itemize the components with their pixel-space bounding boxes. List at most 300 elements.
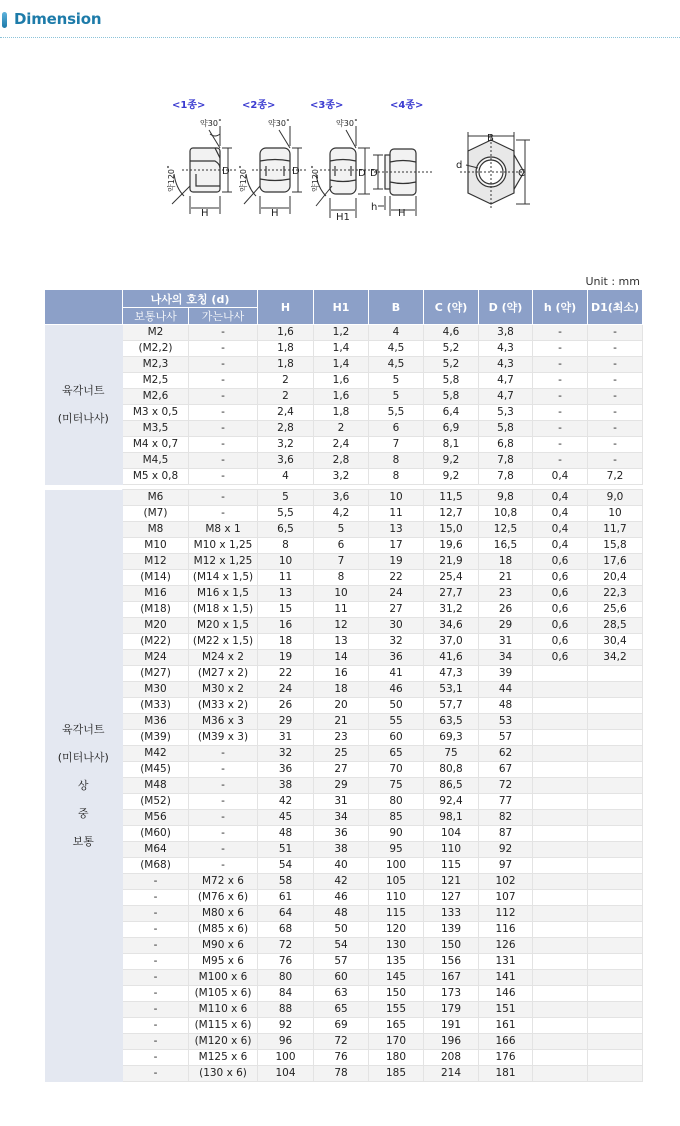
cell-fine-thread: (M33 x 2) <box>189 698 258 714</box>
cell-coarse-thread: - <box>123 890 189 906</box>
cell-H1: 3,2 <box>314 469 369 485</box>
cell-coarse-thread: M36 <box>123 714 189 730</box>
cell-H1: 20 <box>314 698 369 714</box>
cell-D: 44 <box>479 682 533 698</box>
cell-H: 36 <box>258 762 314 778</box>
cell-h: 0,6 <box>533 554 588 570</box>
cell-B: 5 <box>369 373 424 389</box>
cell-C: 115 <box>424 858 479 874</box>
cell-H: 45 <box>258 810 314 826</box>
cell-C: 121 <box>424 874 479 890</box>
cell-C: 92,4 <box>424 794 479 810</box>
cell-fine-thread: - <box>189 842 258 858</box>
cell-H: 38 <box>258 778 314 794</box>
cell-coarse-thread: (M27) <box>123 666 189 682</box>
cell-fine-thread: - <box>189 858 258 874</box>
cell-D1: - <box>588 325 643 341</box>
cell-B: 8 <box>369 469 424 485</box>
cell-coarse-thread: M2,6 <box>123 389 189 405</box>
cell-fine-thread: (M85 x 6) <box>189 922 258 938</box>
cell-fine-thread: M72 x 6 <box>189 874 258 890</box>
cell-D: 4,7 <box>479 373 533 389</box>
table-row <box>45 602 643 618</box>
cell-D1 <box>588 986 643 1002</box>
cell-H1: 2 <box>314 421 369 437</box>
cell-B: 4 <box>369 325 424 341</box>
cell-B: 70 <box>369 762 424 778</box>
cell-coarse-thread: M3 x 0,5 <box>123 405 189 421</box>
table-row <box>45 874 643 890</box>
cell-coarse-thread: - <box>123 874 189 890</box>
cell-h: - <box>533 453 588 469</box>
table-row <box>45 1002 643 1018</box>
cell-H: 100 <box>258 1050 314 1066</box>
cell-h: 0,4 <box>533 506 588 522</box>
cell-B: 80 <box>369 794 424 810</box>
cell-D1 <box>588 842 643 858</box>
svg-text:H: H <box>201 208 209 219</box>
cell-D1 <box>588 890 643 906</box>
cell-C: 69,3 <box>424 730 479 746</box>
cell-h: - <box>533 357 588 373</box>
cell-fine-thread: - <box>189 506 258 522</box>
cell-D1 <box>588 1018 643 1034</box>
cell-H: 84 <box>258 986 314 1002</box>
table-row <box>45 762 643 778</box>
cell-D1: 20,4 <box>588 570 643 586</box>
cell-H: 64 <box>258 906 314 922</box>
cell-h: 0,6 <box>533 586 588 602</box>
svg-text:약30˚: 약30˚ <box>200 119 222 128</box>
cell-D: 77 <box>479 794 533 810</box>
cell-D1: 17,6 <box>588 554 643 570</box>
svg-text:D: D <box>292 166 300 177</box>
cell-C: 208 <box>424 1050 479 1066</box>
type-label-4: <4종> <box>390 100 424 111</box>
cell-coarse-thread: M30 <box>123 682 189 698</box>
cell-C: 150 <box>424 938 479 954</box>
cell-D1: - <box>588 453 643 469</box>
cell-h: 0,6 <box>533 634 588 650</box>
svg-text:B: B <box>487 133 494 144</box>
cell-coarse-thread: (M52) <box>123 794 189 810</box>
cell-fine-thread: - <box>189 437 258 453</box>
cell-D: 4,3 <box>479 357 533 373</box>
cell-fine-thread: - <box>189 490 258 506</box>
table-row <box>45 890 643 906</box>
header-H: H <box>258 290 314 325</box>
cell-H1: 48 <box>314 906 369 922</box>
cell-coarse-thread: M4,5 <box>123 453 189 469</box>
cell-H: 18 <box>258 634 314 650</box>
cell-C: 86,5 <box>424 778 479 794</box>
cell-H1: 3,6 <box>314 490 369 506</box>
cell-C: 9,2 <box>424 469 479 485</box>
cell-coarse-thread: (M33) <box>123 698 189 714</box>
cell-B: 7 <box>369 437 424 453</box>
cell-C: 57,7 <box>424 698 479 714</box>
cell-H1: 6 <box>314 538 369 554</box>
table-row <box>45 826 643 842</box>
cell-h <box>533 1018 588 1034</box>
cell-H: 72 <box>258 938 314 954</box>
cell-coarse-thread: - <box>123 986 189 1002</box>
cell-D: 6,8 <box>479 437 533 453</box>
cell-H1: 76 <box>314 1050 369 1066</box>
cell-H1: 21 <box>314 714 369 730</box>
cell-h <box>533 762 588 778</box>
cell-D: 161 <box>479 1018 533 1034</box>
cell-fine-thread: - <box>189 341 258 357</box>
cell-H1: 2,8 <box>314 453 369 469</box>
cell-D: 10,8 <box>479 506 533 522</box>
cell-coarse-thread: - <box>123 970 189 986</box>
cell-coarse-thread: M64 <box>123 842 189 858</box>
cell-C: 34,6 <box>424 618 479 634</box>
cell-B: 10 <box>369 490 424 506</box>
cell-C: 11,5 <box>424 490 479 506</box>
cell-D1 <box>588 746 643 762</box>
cell-h <box>533 778 588 794</box>
cell-H1: 63 <box>314 986 369 1002</box>
cell-D1: - <box>588 373 643 389</box>
table-row <box>45 490 643 506</box>
cell-D1 <box>588 938 643 954</box>
cell-C: 19,6 <box>424 538 479 554</box>
cell-H1: 31 <box>314 794 369 810</box>
cell-B: 5 <box>369 389 424 405</box>
table-row <box>45 469 643 485</box>
group-label-line: 보통 <box>72 834 94 848</box>
cell-D: 181 <box>479 1066 533 1082</box>
cell-B: 55 <box>369 714 424 730</box>
cell-D1: 15,8 <box>588 538 643 554</box>
cell-H: 11 <box>258 570 314 586</box>
cell-coarse-thread: - <box>123 1018 189 1034</box>
cell-h: 0,4 <box>533 522 588 538</box>
cell-D1: 10 <box>588 506 643 522</box>
cell-D1 <box>588 778 643 794</box>
table-row <box>45 906 643 922</box>
cell-C: 53,1 <box>424 682 479 698</box>
cell-fine-thread: (M22 x 1,5) <box>189 634 258 650</box>
cell-H: 6,5 <box>258 522 314 538</box>
cell-fine-thread: - <box>189 405 258 421</box>
cell-coarse-thread: (M22) <box>123 634 189 650</box>
cell-fine-thread: M125 x 6 <box>189 1050 258 1066</box>
cell-fine-thread: - <box>189 746 258 762</box>
group-label <box>45 490 123 1082</box>
cell-D: 23 <box>479 586 533 602</box>
table-row <box>45 858 643 874</box>
cell-B: 155 <box>369 1002 424 1018</box>
cell-D: 107 <box>479 890 533 906</box>
cell-coarse-thread: - <box>123 906 189 922</box>
svg-text:D: D <box>358 168 366 179</box>
cell-H1: 27 <box>314 762 369 778</box>
cell-H1: 42 <box>314 874 369 890</box>
cell-coarse-thread: (M68) <box>123 858 189 874</box>
cell-D1 <box>588 666 643 682</box>
cell-D1 <box>588 794 643 810</box>
cell-coarse-thread: - <box>123 938 189 954</box>
cell-H1: 1,8 <box>314 405 369 421</box>
cell-H: 42 <box>258 794 314 810</box>
cell-B: 13 <box>369 522 424 538</box>
cell-D: 29 <box>479 618 533 634</box>
cell-H: 2,4 <box>258 405 314 421</box>
cell-fine-thread: M8 x 1 <box>189 522 258 538</box>
header-type <box>45 290 123 325</box>
cell-D: 62 <box>479 746 533 762</box>
dotted-divider <box>0 37 680 38</box>
cell-h <box>533 986 588 1002</box>
cell-D1: - <box>588 421 643 437</box>
cell-H1: 12 <box>314 618 369 634</box>
cell-h <box>533 794 588 810</box>
cell-fine-thread: - <box>189 469 258 485</box>
cell-fine-thread: (130 x 6) <box>189 1066 258 1082</box>
cell-D: 57 <box>479 730 533 746</box>
cell-fine-thread: M24 x 2 <box>189 650 258 666</box>
nut-dimension-diagram <box>160 96 530 228</box>
cell-coarse-thread: M56 <box>123 810 189 826</box>
cell-h: 0,6 <box>533 602 588 618</box>
cell-D1 <box>588 1050 643 1066</box>
cell-B: 22 <box>369 570 424 586</box>
cell-h: - <box>533 421 588 437</box>
cell-D1: 30,4 <box>588 634 643 650</box>
cell-C: 214 <box>424 1066 479 1082</box>
cell-coarse-thread: M2 <box>123 325 189 341</box>
cell-D1 <box>588 1066 643 1082</box>
cell-fine-thread: (M27 x 2) <box>189 666 258 682</box>
cell-D1 <box>588 874 643 890</box>
cell-H1: 25 <box>314 746 369 762</box>
cell-B: 100 <box>369 858 424 874</box>
cell-D1 <box>588 682 643 698</box>
cell-h: 0,4 <box>533 469 588 485</box>
cell-H1: 7 <box>314 554 369 570</box>
cell-coarse-thread: (M2,2) <box>123 341 189 357</box>
table-row <box>45 325 643 341</box>
cell-fine-thread: (M105 x 6) <box>189 986 258 1002</box>
cell-coarse-thread: M24 <box>123 650 189 666</box>
cell-B: 90 <box>369 826 424 842</box>
cell-D: 5,8 <box>479 421 533 437</box>
cell-D: 5,3 <box>479 405 533 421</box>
cell-coarse-thread: M2,5 <box>123 373 189 389</box>
group-label-line: 육각너트 <box>61 722 105 736</box>
cell-D: 67 <box>479 762 533 778</box>
table-row <box>45 341 643 357</box>
cell-fine-thread: M90 x 6 <box>189 938 258 954</box>
cell-D1: 25,6 <box>588 602 643 618</box>
cell-h <box>533 890 588 906</box>
cell-H: 54 <box>258 858 314 874</box>
cell-D: 16,5 <box>479 538 533 554</box>
cell-h <box>533 906 588 922</box>
section-header <box>0 8 680 40</box>
cell-C: 191 <box>424 1018 479 1034</box>
table-row <box>45 842 643 858</box>
svg-text:D: D <box>370 168 378 179</box>
cell-coarse-thread: M48 <box>123 778 189 794</box>
table-row <box>45 698 643 714</box>
cell-H: 1,6 <box>258 325 314 341</box>
cell-coarse-thread: M12 <box>123 554 189 570</box>
cell-D: 3,8 <box>479 325 533 341</box>
cell-fine-thread: - <box>189 389 258 405</box>
cell-D: 141 <box>479 970 533 986</box>
cell-H1: 40 <box>314 858 369 874</box>
cell-D: 82 <box>479 810 533 826</box>
cell-fine-thread: (M39 x 3) <box>189 730 258 746</box>
table-row <box>45 938 643 954</box>
cell-H1: 69 <box>314 1018 369 1034</box>
cell-H1: 1,6 <box>314 373 369 389</box>
cell-C: 4,6 <box>424 325 479 341</box>
cell-h <box>533 666 588 682</box>
cell-coarse-thread: (M60) <box>123 826 189 842</box>
cell-H1: 4,2 <box>314 506 369 522</box>
cell-coarse-thread: - <box>123 1050 189 1066</box>
group-label-line: 중 <box>77 806 89 820</box>
cell-D1: - <box>588 389 643 405</box>
svg-text:H: H <box>398 208 406 219</box>
nut-type-3-icon <box>316 126 378 218</box>
cell-B: 135 <box>369 954 424 970</box>
cell-coarse-thread: M2,3 <box>123 357 189 373</box>
cell-fine-thread: - <box>189 826 258 842</box>
cell-coarse-thread: M42 <box>123 746 189 762</box>
cell-fine-thread: - <box>189 453 258 469</box>
cell-D1: - <box>588 437 643 453</box>
table-row <box>45 986 643 1002</box>
cell-coarse-thread: - <box>123 1002 189 1018</box>
table-row <box>45 922 643 938</box>
cell-coarse-thread: (M7) <box>123 506 189 522</box>
cell-C: 27,7 <box>424 586 479 602</box>
cell-fine-thread: - <box>189 778 258 794</box>
cell-D: 34 <box>479 650 533 666</box>
cell-D: 21 <box>479 570 533 586</box>
cell-C: 5,8 <box>424 389 479 405</box>
cell-B: 145 <box>369 970 424 986</box>
cell-D1 <box>588 922 643 938</box>
cell-h <box>533 874 588 890</box>
header-C: C (약) <box>424 290 479 325</box>
cell-D: 39 <box>479 666 533 682</box>
cell-coarse-thread: M5 x 0,8 <box>123 469 189 485</box>
group-label-line: (미터나사) <box>57 411 109 425</box>
cell-fine-thread: M110 x 6 <box>189 1002 258 1018</box>
cell-D: 176 <box>479 1050 533 1066</box>
cell-h: 0,6 <box>533 570 588 586</box>
cell-D: 151 <box>479 1002 533 1018</box>
cell-H1: 13 <box>314 634 369 650</box>
svg-text:d: d <box>456 160 463 171</box>
cell-B: 110 <box>369 890 424 906</box>
cell-C: 179 <box>424 1002 479 1018</box>
section-title: Dimension <box>14 10 102 28</box>
cell-B: 185 <box>369 1066 424 1082</box>
table-row <box>45 373 643 389</box>
cell-fine-thread: (M76 x 6) <box>189 890 258 906</box>
header-h: h (약) <box>533 290 588 325</box>
cell-coarse-thread: - <box>123 1066 189 1082</box>
table-row <box>45 618 643 634</box>
cell-H: 10 <box>258 554 314 570</box>
cell-D: 126 <box>479 938 533 954</box>
cell-H: 58 <box>258 874 314 890</box>
cell-h: 0,6 <box>533 650 588 666</box>
cell-C: 98,1 <box>424 810 479 826</box>
cell-h <box>533 938 588 954</box>
cell-B: 170 <box>369 1034 424 1050</box>
cell-D1: - <box>588 357 643 373</box>
table-row <box>45 421 643 437</box>
cell-H: 48 <box>258 826 314 842</box>
cell-H: 1,8 <box>258 357 314 373</box>
cell-D: 4,7 <box>479 389 533 405</box>
table-row <box>45 634 643 650</box>
cell-fine-thread: - <box>189 357 258 373</box>
cell-H1: 1,4 <box>314 341 369 357</box>
cell-B: 36 <box>369 650 424 666</box>
cell-B: 11 <box>369 506 424 522</box>
cell-H: 2,8 <box>258 421 314 437</box>
header-H1: H1 <box>314 290 369 325</box>
cell-C: 6,4 <box>424 405 479 421</box>
cell-h <box>533 1002 588 1018</box>
cell-C: 8,1 <box>424 437 479 453</box>
svg-text:H1: H1 <box>336 212 350 223</box>
table-row <box>45 682 643 698</box>
cell-H: 24 <box>258 682 314 698</box>
cell-H1: 72 <box>314 1034 369 1050</box>
cell-D: 112 <box>479 906 533 922</box>
table-row <box>45 746 643 762</box>
svg-text:H: H <box>271 208 279 219</box>
cell-coarse-thread: M16 <box>123 586 189 602</box>
cell-H1: 34 <box>314 810 369 826</box>
cell-C: 80,8 <box>424 762 479 778</box>
header-D1: D1(최소) <box>588 290 643 325</box>
cell-D1 <box>588 714 643 730</box>
cell-h <box>533 1034 588 1050</box>
cell-H: 15 <box>258 602 314 618</box>
cell-C: 173 <box>424 986 479 1002</box>
cell-H: 8 <box>258 538 314 554</box>
table-row <box>45 1066 643 1082</box>
cell-h <box>533 1066 588 1082</box>
table-row <box>45 810 643 826</box>
table-row <box>45 714 643 730</box>
table-row <box>45 1034 643 1050</box>
cell-B: 50 <box>369 698 424 714</box>
cell-D: 12,5 <box>479 522 533 538</box>
cell-B: 75 <box>369 778 424 794</box>
table-row <box>45 794 643 810</box>
cell-fine-thread: (M120 x 6) <box>189 1034 258 1050</box>
cell-D1 <box>588 810 643 826</box>
group-label <box>45 325 123 485</box>
cell-h <box>533 826 588 842</box>
cell-h <box>533 698 588 714</box>
cell-H: 3,6 <box>258 453 314 469</box>
cell-coarse-thread: M6 <box>123 490 189 506</box>
